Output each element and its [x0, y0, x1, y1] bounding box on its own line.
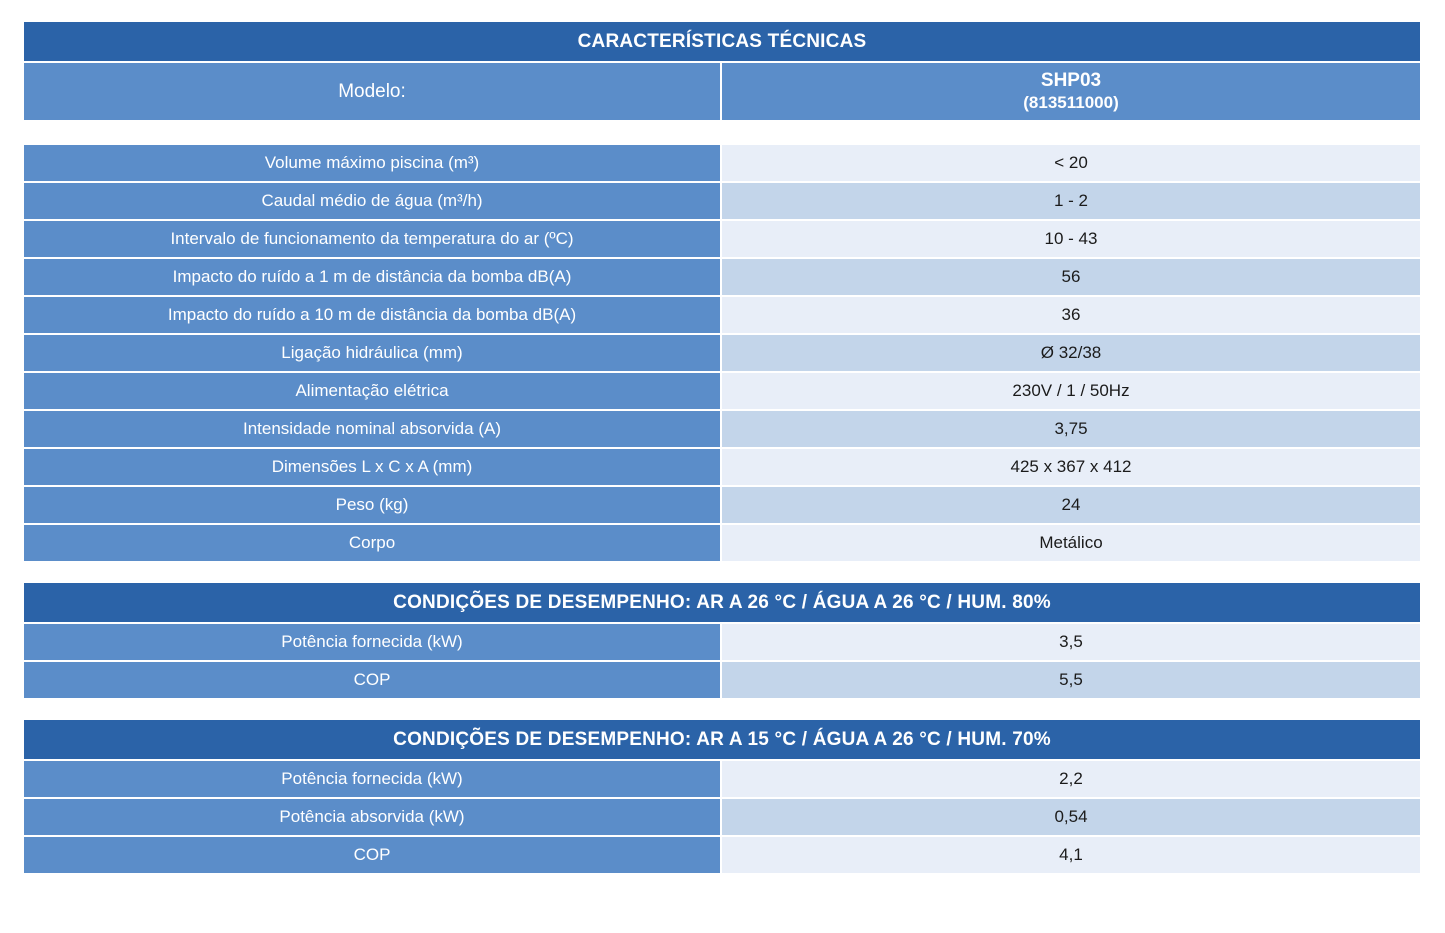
row-label: Volume máximo piscina (m³) [24, 145, 720, 181]
row-value: 10 - 43 [722, 221, 1420, 257]
row-label: Alimentação elétrica [24, 373, 720, 409]
row-value: 3,75 [722, 411, 1420, 447]
specs-rows [24, 145, 1420, 561]
table-row [24, 525, 1420, 561]
table-row [24, 449, 1420, 485]
row-label: Impacto do ruído a 10 m de distância da bomba dB(A) [24, 297, 720, 333]
table-row [24, 259, 1420, 295]
table-row [24, 799, 1420, 835]
performance-table-1 [24, 583, 1420, 698]
row-value: 4,1 [722, 837, 1420, 873]
row-label: Ligação hidráulica (mm) [24, 335, 720, 371]
row-label: Impacto do ruído a 1 m de distância da bomba dB(A) [24, 259, 720, 295]
model-name: SHP03 [1040, 70, 1102, 92]
table-row [24, 335, 1420, 371]
row-value: < 20 [722, 145, 1420, 181]
row-label: Intensidade nominal absorvida (A) [24, 411, 720, 447]
table-row [24, 297, 1420, 333]
row-value: 56 [722, 259, 1420, 295]
spacer [24, 120, 1420, 145]
performance-2-title: CONDIÇÕES DE DESEMPENHO: AR A 15 °C / ÁGUA A 26 °C / HUM. 70% [24, 720, 1420, 759]
row-label: Caudal médio de água (m³/h) [24, 183, 720, 219]
table-row [24, 411, 1420, 447]
table-row [24, 221, 1420, 257]
row-value: 5,5 [722, 662, 1420, 698]
model-code: (813511000) [1023, 92, 1119, 112]
table-row [24, 761, 1420, 797]
row-value: 230V / 1 / 50Hz [722, 373, 1420, 409]
row-value: 2,2 [722, 761, 1420, 797]
row-label: Peso (kg) [24, 487, 720, 523]
row-label: Intervalo de funcionamento da temperatura do ar (ºC) [24, 221, 720, 257]
table-row [24, 662, 1420, 698]
spacer [24, 561, 1421, 583]
model-header-row [24, 63, 1420, 120]
row-label: Potência fornecida (kW) [24, 624, 720, 660]
row-label: COP [24, 662, 720, 698]
model-label: Modelo: [24, 63, 720, 120]
table-row [24, 487, 1420, 523]
row-label: Dimensões L x C x A (mm) [24, 449, 720, 485]
row-value: 0,54 [722, 799, 1420, 835]
table-row [24, 183, 1420, 219]
row-label: Corpo [24, 525, 720, 561]
table-row [24, 145, 1420, 181]
performance-table-2 [24, 720, 1420, 873]
row-value: 425 x 367 x 412 [722, 449, 1420, 485]
row-value: 1 - 2 [722, 183, 1420, 219]
row-value: 3,5 [722, 624, 1420, 660]
row-value: 36 [722, 297, 1420, 333]
spacer [24, 698, 1421, 720]
row-value: Metálico [722, 525, 1420, 561]
row-label: Potência absorvida (kW) [24, 799, 720, 835]
row-label: Potência fornecida (kW) [24, 761, 720, 797]
performance-1-title: CONDIÇÕES DE DESEMPENHO: AR A 26 °C / ÁGUA A 26 °C / HUM. 80% [24, 583, 1420, 622]
table-row [24, 837, 1420, 873]
row-label: COP [24, 837, 720, 873]
table-title-banner: CARACTERÍSTICAS TÉCNICAS [24, 22, 1420, 61]
technical-characteristics-table [24, 22, 1420, 561]
row-value: Ø 32/38 [722, 335, 1420, 371]
table-row [24, 624, 1420, 660]
table-row [24, 373, 1420, 409]
row-value: 24 [722, 487, 1420, 523]
model-value [722, 63, 1420, 120]
